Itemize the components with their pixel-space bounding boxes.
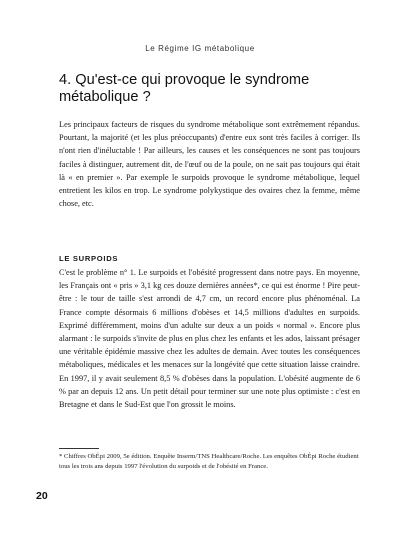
intro-paragraph: Les principaux facteurs de risques du syndrome métabolique sont extrêmement répandus. Pourtant, la majorité (et les plus préoccupants) d'entre eux sont très faciles à corriger. Ils n'ont rien d'inéluctable ! Par ailleurs, les causes et les conséquences ne sont pas toujours faciles à distinguer, autrement dit, de l'œuf ou de la poule, on ne sait pas toujours qui était là « en premier ». Par exemple le surpoids provoque le syndrome métabolique, lequel entretient les kilos en trop. Le syndrome polykystique des ovaires chez la femme, même chose, etc.	[59, 120, 360, 209]
chapter-title: 4. Qu'est-ce qui provoque le syndrome métabolique ?	[59, 72, 310, 105]
footnote: * Chiffres ObÉpi 2009, 5e édition. Enquête Inserm/TNS Healthcare/Roche. Les enquêtes ObÉpi Roche étudient tous les trois ans depuis 1997 l'évolution du surpoids et de l'obésité en France.	[59, 453, 359, 470]
section-heading: LE SURPOIDS	[59, 254, 119, 263]
page-number: 20	[36, 490, 48, 502]
section-paragraph: C'est le problème n° 1. Le surpoids et l'obésité progressent dans notre pays. En moyenne, les Français ont « pris » 3,1 kg ces douze dernières années*, ce qui est énorme ! Pire peut-être : le tour de taille s'est arrondi de 4,7 cm, un record encore plus phénoménal. La France compte désormais 6 millions d'obèses et 14,5 millions d'adultes en surpoids. Exprimé différemment, moins d'un adulte sur deux a un poids « normal ». Encore plus alarmant : le surpoids s'invite de plus en plus chez les enfants et les ados, laissant présager une véritable épidémie massive chez les adultes de demain. Avec toutes les conséquences métaboliques, médicales et les menaces sur la longévité que cette situation laisse craindre. En 1997, il y avait seulement 8,5 % d'obèses dans la population. L'obésité augmente de 6 % par an depuis 12 ans. Un petit détail pour terminer sur une note plus optimiste : c'est en Bretagne et dans le Sud-Est que l'on grossit le moins.	[59, 268, 360, 410]
footnote-divider	[59, 448, 99, 449]
running-header: Le Régime IG métabolique	[145, 44, 255, 53]
